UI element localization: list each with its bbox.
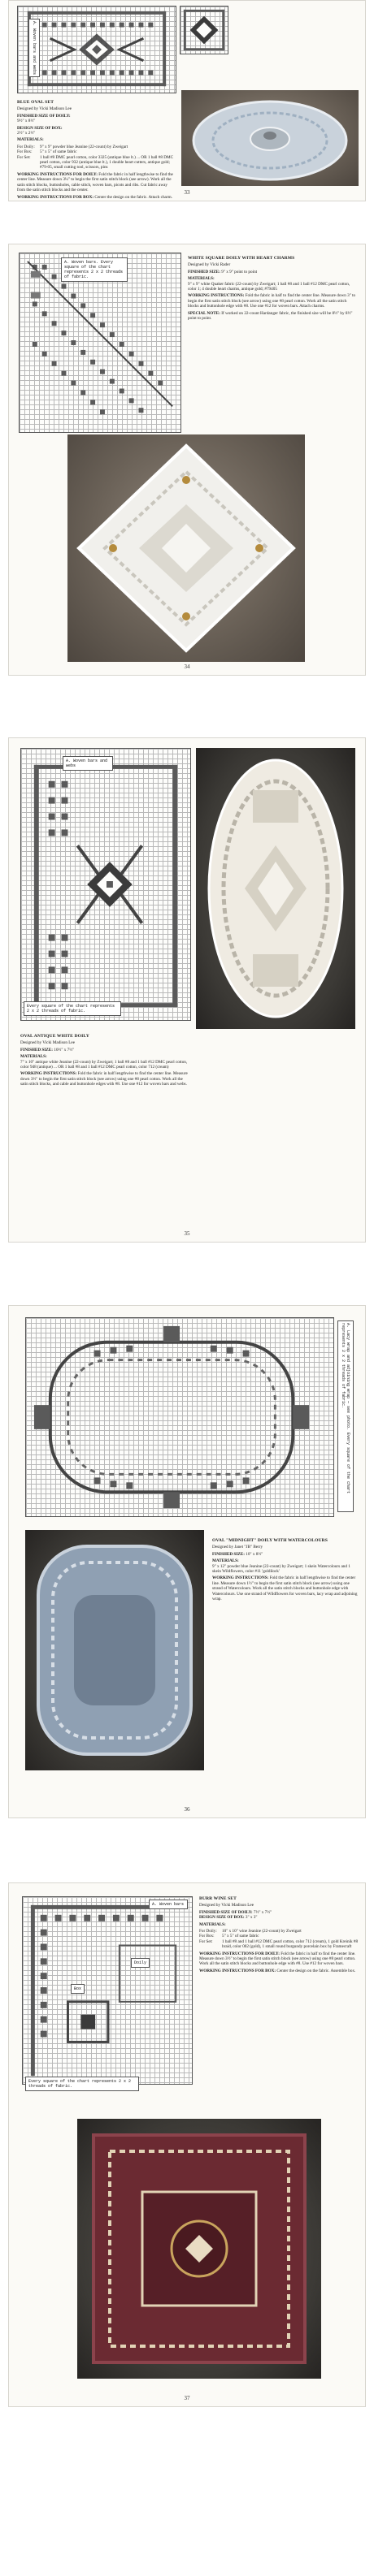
photo-midnight-doily [25, 1530, 204, 1770]
chart-burr-wine-set [22, 1896, 193, 2085]
page-37 [8, 1882, 366, 2407]
pattern-text-35: OVAL ANTIQUE WHITE DOILY Designed by Vicki Madison Lee FINISHED SIZE: 10½" x 7½" MATERIALS: 7" x 10" antique white Jeanine (22-count) by Zweigart; 1 ball #8 and 1 ball #12 DMC pearl cotton, color 948 (antique) ... OR 1 ball #8 and 1 ball #12 DMC pearl cotton, color 712 (cream) WORKING INSTRUCTIONS: Fold the fabric in half lengthwise to find the center line. Measure down 3½" to begin the first satin stitch block (see arrow) using one #8 pearl cotton. Work all the satin stitch blocks, and cable and buttonhole edges with #8. Use one #12 for woven bars and webs. [20, 1034, 191, 1089]
pattern-designer: Designed by Vicki Madison Lee [17, 106, 72, 112]
page-number: 37 [184, 2395, 190, 2401]
pattern-designer: Designed by Vicki Madison Lee [199, 1903, 254, 1908]
chart-note-bottom: Every square of the chart represents 2 x 2 threads of fabric. [24, 1001, 121, 1016]
chart-note-top: A. Woven bars [149, 1900, 188, 1909]
pattern-text-37: BURR WINE SET Designed by Vicki Madison Lee FINISHED SIZE OF DOILY: 7½" x 7½" DESIGN SIZE OF BOX: 3" x 3" MATERIALS: For Doily: 10" x 10" wine Jeanine (22-count) by Zweigart For Box: 5" x 5" of same fabric For Set: 1 ball #8 and 1 ball #12 DMC pearl cotton, color 712 (cream), 1 gold Kreinik #8 braid, color 002 (gold), 1 small round burgundy porcelain box by Framecraft WORKING INSTRUCTIONS FOR DOILY: Fold the fabric in half to find the center line. Measure down 3½" to begin the first satin stitch block (see arrow) using one #8 pearl cotton. Work all the satin stitch blocks and buttonhole edge with #8. Use #12 for woven bars. WORKING INSTRUCTIONS FOR BOX: Center the design on the fabric. Assemble box. [199, 1896, 359, 1973]
chart-note: A. Lacy wrap and adjoining wrap — see photo. Every square of the chart represents 2 x 2 threads of fabric. [337, 1320, 354, 1512]
materials-list: For Doily: 10" x 10" wine Jeanine (22-count) by Zweigart For Box: 5" x 5" of same fabric For Set: 1 ball #8 and 1 ball #12 DMC pearl cotton, color 712 (cream), 1 gold Kreinik #8 braid, color 002 (gold), 1 small round burgundy porcelain box by Framecraft [199, 1929, 359, 1950]
page-number: 33 [184, 189, 190, 196]
page-35 [8, 737, 366, 1243]
materials-list: For Doily: 9" x 9" powder blue Jeanine (22-count) by Zweigart For Box: 5" x 5" of same fabric For Set: 1 ball #8 DMC pearl cotton, color 3325 (antique blue lt.) ... OR 1 ball #8 DMC pearl cotton, color 932 (antique blue lt.), 1 double heart cutters, antique gold; #79-05, small cutting tool, scissors, pins [17, 144, 174, 171]
pattern-designer: Designed by Vicki Madison Lee [20, 1040, 76, 1046]
chart-note-top: A. Woven bars and webs [63, 756, 113, 771]
page-33 [8, 0, 366, 201]
chart-oval-antique-doily [20, 748, 191, 1021]
pattern-title: OVAL ANTIQUE WHITE DOILY [20, 1034, 89, 1039]
pattern-title: BLUE OVAL SET [17, 100, 54, 105]
page-34 [8, 244, 366, 676]
chart-blue-oval-set [17, 6, 176, 93]
photo-oval-antique-doily [196, 748, 355, 1029]
pattern-title: OVAL "MIDNIGHT" DOILY WITH WATERCOLOURS [212, 1538, 328, 1543]
photo-burr-wine-set [77, 2119, 321, 2379]
pattern-title: BURR WINE SET [199, 1896, 237, 1901]
page-number: 34 [184, 663, 190, 670]
pattern-text-33: BLUE OVAL SET Designed by Vicki Madison Lee FINISHED SIZE OF DOILY: 9½" x 8½" DESIGN SIZE OF BOX: 2½" x 2½" MATERIALS: For Doily: 9" x 9" powder blue Jeanine (22-count) by Zweigart For Box: 5" x 5" of same fabric For Set: 1 ball #8 DMC pearl cotton, color 3325 (antique blue lt.) ... OR 1 ball #8 DMC pearl cotton, color 932 (antique blue lt.), 1 double heart cutters, antique gold; #79-05, small cutting tool, scissors, pins WORKING INSTRUCTIONS FOR DOILY: Fold the fabric in half lengthwise to find the center line. Measure down 3¼" to begin the first satin stitch block (see arrow). Work all the satin stitch blocks, buttonholes, cable stitch, woven bars, picots and ribs. Cut fabric away from the satin stitch blocks and the center. WORKING INSTRUCTIONS FOR BOX: Center the design on the fabric. Attach charm. [17, 100, 176, 201]
pattern-title: WHITE SQUARE DOILY WITH HEART CHARMS [188, 256, 295, 261]
chart-note: A. Woven bars and webs [28, 19, 40, 77]
page-number: 36 [184, 1806, 190, 1813]
chart-note-bottom: Every square of the chart represents 2 x 2 threads of fabric. [25, 2077, 139, 2091]
label-doily: Doily [131, 1958, 150, 1968]
pattern-text-34: WHITE SQUARE DOILY WITH HEART CHARMS Designed by Vicki Rader FINISHED SIZE: 9" x 9" point to point MATERIALS: 9" x 9" white Quaker fabric (22-count) by Zweigart; 1 ball #8 and 1 ball #12 DMC pearl cotton, color 1; 4 double heart charms, antique gold; #79405 WORKING INSTRUCTIONS: Fold the fabric in half to find the center line. Measure down 3" to begin the first satin stitch block (see arrow) using one #8 pearl cotton. Work all the satin stitch blocks and buttonhole edge with #8. Use one #12 for woven bars. Attach charms. SPECIAL NOTE: If worked on 22-count Hardanger fabric, the finished size will be 8½" by 8½" point to point. [188, 256, 359, 322]
chart-box-motif [180, 6, 228, 54]
chart-note: A. Woven bars. Every square of the chart represents 2 x 2 threads of fabric. [61, 257, 128, 282]
pattern-designer: Designed by Vicki Rader [188, 262, 231, 268]
photo-white-square-doily [67, 434, 305, 662]
pattern-designer: Designed by Janet "JB" Berry [212, 1545, 263, 1550]
chart-midnight-doily [25, 1317, 334, 1517]
label-box: Box [71, 1984, 85, 1994]
page-36 [8, 1305, 366, 1818]
pattern-text-36: OVAL "MIDNIGHT" DOILY WITH WATERCOLOURS Designed by Janet "JB" Berry FINISHED SIZE: 10" x 8½" MATERIALS: 9" x 12" powder blue Jeanine (22-count) by Zweigart; 1 skein Watercolours and 1 skein Wildflowers, color #11 'goldilock' WORKING INSTRUCTIONS: Fold the fabric in half lengthwise to find the center line. Measure down 1½" to begin the first satin stitch block (see arrow) using one strand of Watercolours. Work all the satin stitch blocks and buttonhole edge with Watercolours. Use one strand of Wildflowers for woven bars, lacy wrap and adjoining wrap. [212, 1538, 358, 1602]
photo-blue-oval-doily [181, 90, 359, 186]
page-number: 35 [184, 1230, 190, 1237]
